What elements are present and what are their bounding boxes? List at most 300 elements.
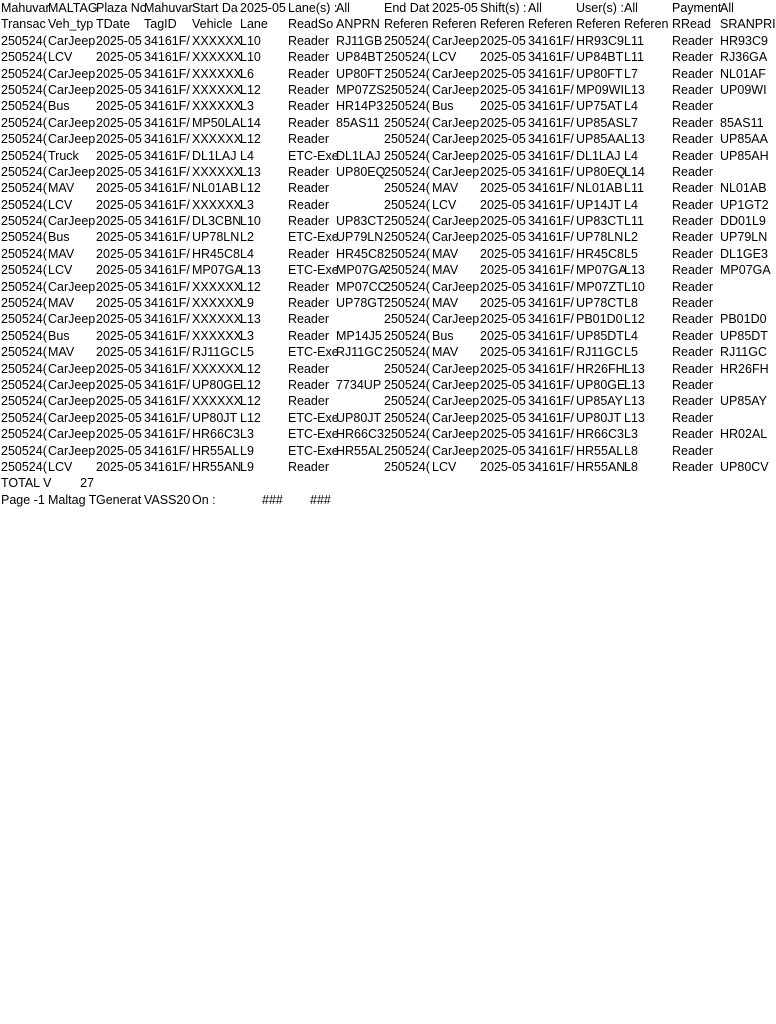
cell[interactable]: LCV [48, 50, 73, 65]
cell[interactable]: MAV [48, 296, 75, 311]
cell[interactable]: MAV [48, 181, 75, 196]
cell[interactable]: HR66C3 [576, 427, 624, 442]
cell[interactable]: ETC-Exe [288, 148, 339, 163]
cell[interactable]: L13 [624, 132, 645, 147]
cell[interactable]: Reader [288, 377, 329, 392]
cell[interactable]: Referen [480, 17, 525, 32]
cell[interactable]: Referen [624, 17, 669, 32]
cell[interactable]: UP80EQ [576, 164, 626, 179]
cell[interactable]: UP84BT [576, 50, 624, 65]
cell[interactable]: 2025-05 [96, 443, 142, 458]
cell[interactable]: 34161F/ [144, 296, 190, 311]
cell[interactable]: 34161F/ [144, 361, 190, 376]
cell[interactable]: HR26FH [576, 361, 625, 376]
cell[interactable]: Reader [288, 312, 329, 327]
cell[interactable]: UP14JT [576, 197, 622, 212]
cell[interactable]: Reader [288, 82, 329, 97]
cell[interactable]: UP85AY [720, 394, 768, 409]
cell[interactable]: CarJeep [48, 214, 96, 229]
cell[interactable]: L4 [624, 148, 638, 163]
cell[interactable]: 2025-05 [480, 246, 526, 261]
cell[interactable]: CarJeep [48, 82, 96, 97]
cell[interactable]: MAV [432, 263, 459, 278]
cell[interactable]: Vehicle [192, 17, 233, 32]
cell[interactable]: 34161F/ [528, 115, 574, 130]
cell[interactable]: L6 [240, 66, 254, 81]
cell[interactable]: Bus [48, 328, 70, 343]
cell[interactable]: L10 [240, 33, 261, 48]
cell[interactable]: RJ11GC [576, 345, 624, 360]
total-label[interactable]: TOTAL V [1, 476, 52, 491]
cell[interactable]: 250524( [1, 459, 47, 474]
cell[interactable]: DD01L9 [720, 214, 766, 229]
cell[interactable]: UP78LN [192, 230, 240, 245]
cell[interactable]: RRead [672, 17, 711, 32]
cell[interactable]: 34161F/ [528, 427, 574, 442]
cell[interactable]: CarJeep [432, 410, 480, 425]
cell[interactable]: 2025-05 [96, 66, 142, 81]
cell[interactable]: ReadSo [288, 17, 334, 32]
cell[interactable]: MAV [432, 246, 459, 261]
cell[interactable]: 34161F/ [144, 459, 190, 474]
cell[interactable]: 250524( [384, 82, 430, 97]
cell[interactable]: Reader [672, 82, 713, 97]
cell[interactable]: 2025-05 [96, 394, 142, 409]
cell[interactable]: L12 [240, 132, 261, 147]
cell[interactable]: 2025-05 [96, 50, 142, 65]
cell[interactable]: L3 [240, 197, 254, 212]
cell[interactable]: ETC-Exe [288, 263, 339, 278]
cell[interactable]: UP83CT [336, 214, 384, 229]
cell[interactable]: L13 [240, 263, 261, 278]
cell[interactable]: 2025-05 [480, 197, 526, 212]
cell[interactable]: 2025-05 [96, 214, 142, 229]
cell[interactable]: 250524( [1, 99, 47, 114]
cell[interactable]: L8 [624, 459, 638, 474]
cell[interactable]: HR93C9 [720, 33, 768, 48]
cell[interactable]: 250524( [1, 50, 47, 65]
cell[interactable] [720, 443, 768, 459]
cell[interactable]: DL1GE3 [720, 246, 768, 261]
cell[interactable]: CarJeep [432, 132, 480, 147]
cell[interactable]: 2025-05 [432, 1, 478, 15]
cell[interactable]: XXXXXX [192, 279, 243, 294]
cell[interactable]: 34161F/ [528, 148, 574, 163]
cell[interactable]: DL1LAJ [192, 148, 237, 163]
cell[interactable]: 34161F/ [144, 246, 190, 261]
cell[interactable]: 2025-05 [480, 394, 526, 409]
cell[interactable]: HR45C8 [336, 246, 384, 261]
cell[interactable]: UP83CT [576, 214, 624, 229]
cell[interactable]: Reader [288, 459, 329, 474]
cell[interactable]: 34161F/ [528, 328, 574, 343]
cell[interactable]: LCV [432, 197, 457, 212]
cell[interactable]: 34161F/ [528, 410, 574, 425]
footer-cell[interactable]: ### [262, 492, 283, 507]
cell[interactable]: 250524( [384, 33, 430, 48]
total-value[interactable]: 27 [80, 476, 94, 491]
cell[interactable]: 34161F/ [144, 443, 190, 458]
cell[interactable]: Reader [672, 230, 713, 245]
cell[interactable]: Reader [672, 50, 713, 65]
cell[interactable]: L11 [624, 181, 644, 196]
cell[interactable]: 250524( [384, 312, 430, 327]
cell[interactable]: Reader [672, 279, 713, 294]
cell[interactable]: 34161F/ [144, 345, 190, 360]
cell[interactable]: Reader [672, 246, 713, 261]
cell[interactable]: HR14P3 [336, 99, 384, 114]
cell[interactable]: 34161F/ [528, 312, 574, 327]
cell[interactable]: UP75AT [576, 99, 623, 114]
cell[interactable]: Reader [288, 115, 329, 130]
cell[interactable]: Reader [672, 148, 713, 163]
cell[interactable]: ETC-Exe [288, 345, 339, 360]
cell[interactable]: L13 [624, 263, 645, 278]
cell[interactable]: 34161F/ [144, 230, 190, 245]
cell[interactable]: 250524( [384, 410, 430, 425]
cell[interactable]: ETC-Exe [288, 443, 339, 458]
cell[interactable]: End Dat [384, 1, 430, 15]
cell[interactable]: CarJeep [48, 279, 96, 294]
cell[interactable]: L9 [240, 459, 254, 474]
cell[interactable]: L13 [624, 361, 645, 376]
cell[interactable] [336, 131, 384, 147]
cell[interactable]: XXXXXX [192, 361, 243, 376]
cell[interactable]: 250524( [384, 197, 430, 212]
cell[interactable]: MAV [48, 246, 75, 261]
cell[interactable]: 2025-05 [96, 82, 142, 97]
cell[interactable]: TagID [144, 17, 177, 32]
cell[interactable]: 34161F/ [528, 443, 574, 458]
cell[interactable]: CarJeep [48, 66, 96, 81]
cell[interactable]: UP78CT [576, 296, 624, 311]
cell[interactable]: L12 [240, 82, 261, 97]
cell[interactable]: MAV [432, 296, 459, 311]
cell[interactable]: XXXXXX [192, 99, 243, 114]
cell[interactable]: L7 [624, 115, 638, 130]
cell[interactable]: 2025-05 [480, 132, 526, 147]
cell[interactable]: 34161F/ [144, 377, 190, 392]
cell[interactable]: Referen [528, 17, 573, 32]
cell[interactable]: DL3CBN [192, 214, 242, 229]
cell[interactable]: 34161F/ [144, 197, 190, 212]
cell[interactable]: Reader [288, 214, 329, 229]
cell[interactable]: Mahuvar [1, 1, 50, 15]
cell[interactable]: All [528, 1, 542, 15]
cell[interactable]: 34161F/ [528, 181, 574, 196]
cell[interactable]: Reader [672, 164, 713, 179]
cell[interactable] [720, 377, 768, 393]
cell[interactable]: 34161F/ [528, 361, 574, 376]
cell[interactable]: L11 [624, 50, 644, 65]
cell[interactable]: Reader [288, 246, 329, 261]
cell[interactable]: XXXXXX [192, 197, 243, 212]
cell[interactable]: 250524( [1, 132, 47, 147]
cell[interactable]: XXXXXX [192, 164, 243, 179]
cell[interactable]: 2025-05 [96, 132, 142, 147]
cell[interactable]: Reader [288, 279, 329, 294]
cell[interactable]: 34161F/ [144, 328, 190, 343]
cell[interactable]: CarJeep [432, 214, 480, 229]
cell[interactable]: UP80FT [576, 66, 623, 81]
cell[interactable]: L13 [240, 312, 261, 327]
cell[interactable]: XXXXXX [192, 50, 243, 65]
cell[interactable]: UP85AH [720, 148, 769, 163]
cell[interactable]: User(s) : [576, 1, 624, 15]
cell[interactable]: MAV [432, 345, 459, 360]
cell[interactable]: 2025-05 [96, 345, 142, 360]
cell[interactable]: 34161F/ [144, 66, 190, 81]
cell[interactable]: 34161F/ [528, 214, 574, 229]
cell[interactable]: ETC-Exe [288, 427, 339, 442]
cell[interactable]: UP80EQ [336, 164, 386, 179]
cell[interactable]: CarJeep [432, 115, 480, 130]
cell[interactable]: UP85AY [576, 394, 624, 409]
cell[interactable]: UP79LN [336, 230, 384, 245]
cell[interactable]: 34161F/ [144, 33, 190, 48]
cell[interactable]: 34161F/ [528, 345, 574, 360]
cell[interactable]: HR93C9 [576, 33, 624, 48]
cell[interactable]: 34161F/ [144, 410, 190, 425]
cell[interactable]: 2025-05 [480, 214, 526, 229]
cell[interactable]: HR66C3 [192, 427, 240, 442]
cell[interactable]: 250524( [384, 443, 430, 458]
cell[interactable]: All [624, 1, 638, 15]
cell[interactable]: UP78LN [576, 230, 624, 245]
cell[interactable]: XXXXXX [192, 132, 243, 147]
cell[interactable]: Plaza No [96, 1, 147, 15]
cell[interactable]: Reader [672, 410, 713, 425]
cell[interactable]: 250524( [1, 66, 47, 81]
cell[interactable]: Reader [288, 197, 329, 212]
cell[interactable]: 2025-05 [96, 263, 142, 278]
cell[interactable]: 34161F/ [144, 99, 190, 114]
cell[interactable]: Reader [288, 296, 329, 311]
cell[interactable]: NL01AF [720, 66, 766, 81]
cell[interactable]: TDate [96, 17, 131, 32]
cell[interactable]: HR45C8 [192, 246, 240, 261]
cell[interactable]: Reader [288, 33, 329, 48]
cell[interactable]: 2025-05 [480, 427, 526, 442]
cell[interactable]: Reader [288, 328, 329, 343]
cell[interactable]: HR45C8 [576, 246, 624, 261]
cell[interactable]: ANPRN [336, 17, 380, 32]
cell[interactable]: Reader [672, 459, 713, 474]
cell[interactable]: LCV [432, 50, 457, 65]
cell[interactable]: 250524( [384, 230, 430, 245]
cell[interactable]: L4 [624, 197, 638, 212]
cell[interactable]: 34161F/ [144, 263, 190, 278]
cell[interactable]: 34161F/ [528, 132, 574, 147]
cell[interactable]: Reader [288, 99, 329, 114]
cell[interactable]: Reader [288, 50, 329, 65]
footer-cell[interactable]: Generat [96, 492, 142, 507]
cell[interactable]: 250524( [1, 246, 47, 261]
cell[interactable]: ETC-Exe [288, 230, 339, 245]
cell[interactable]: L10 [240, 214, 261, 229]
cell[interactable]: UP80JT [336, 410, 382, 425]
cell[interactable]: 34161F/ [144, 148, 190, 163]
cell[interactable]: MP07GA [192, 263, 243, 278]
cell[interactable]: 2025-05 [240, 1, 286, 15]
cell[interactable]: L3 [240, 99, 254, 114]
cell[interactable]: 34161F/ [144, 181, 190, 196]
cell[interactable]: 34161F/ [528, 197, 574, 212]
cell[interactable]: CarJeep [48, 410, 96, 425]
cell[interactable]: 2025-05 [96, 33, 142, 48]
cell[interactable]: RJ11GC [336, 345, 384, 360]
cell[interactable]: 85AS11 [720, 115, 764, 130]
cell[interactable]: CarJeep [48, 312, 96, 327]
cell[interactable] [336, 361, 384, 377]
cell[interactable]: 250524( [384, 181, 430, 196]
cell[interactable] [336, 459, 384, 475]
cell[interactable]: 250524( [384, 361, 430, 376]
cell[interactable]: L14 [624, 164, 645, 179]
cell[interactable]: Reader [672, 394, 713, 409]
cell[interactable]: Reader [672, 181, 713, 196]
cell[interactable]: CarJeep [432, 33, 480, 48]
cell[interactable]: MP07ZT [576, 279, 624, 294]
cell[interactable]: L12 [240, 181, 261, 196]
cell[interactable]: Lane [240, 17, 268, 32]
cell[interactable]: SRANPRI [720, 17, 776, 32]
cell[interactable]: MAV [432, 181, 459, 196]
cell[interactable]: Shift(s) : [480, 1, 527, 15]
cell[interactable]: CarJeep [48, 443, 96, 458]
cell[interactable]: 34161F/ [528, 99, 574, 114]
cell[interactable]: L13 [240, 164, 261, 179]
cell[interactable]: CarJeep [432, 427, 480, 442]
cell[interactable] [336, 311, 384, 327]
cell[interactable]: MP14J5 [336, 328, 382, 343]
cell[interactable]: 2025-05 [480, 328, 526, 343]
cell[interactable]: HR26FH [720, 361, 769, 376]
cell[interactable]: 250524( [384, 394, 430, 409]
cell[interactable]: 34161F/ [144, 82, 190, 97]
cell[interactable]: L12 [240, 410, 261, 425]
cell[interactable]: LCV [48, 263, 73, 278]
cell[interactable]: 250524( [384, 377, 430, 392]
cell[interactable]: UP80GE [576, 377, 626, 392]
cell[interactable]: 2025-05 [96, 427, 142, 442]
cell[interactable]: 250524( [384, 427, 430, 442]
cell[interactable]: HR66C3 [336, 427, 384, 442]
cell[interactable]: MP07GA [576, 263, 627, 278]
cell[interactable]: 2025-05 [480, 361, 526, 376]
cell[interactable]: CarJeep [432, 377, 480, 392]
cell[interactable]: Transac [1, 17, 46, 32]
cell[interactable]: Reader [288, 361, 329, 376]
cell[interactable]: 2025-05 [96, 459, 142, 474]
cell[interactable]: 2025-05 [96, 328, 142, 343]
cell[interactable]: L3 [240, 427, 254, 442]
cell[interactable]: 34161F/ [528, 279, 574, 294]
cell[interactable]: LCV [48, 459, 73, 474]
cell[interactable]: CarJeep [432, 443, 480, 458]
cell[interactable]: Lane(s) : [288, 1, 338, 15]
cell[interactable]: 34161F/ [528, 296, 574, 311]
cell[interactable]: 34161F/ [144, 115, 190, 130]
cell[interactable]: UP80JT [576, 410, 622, 425]
cell[interactable]: 34161F/ [144, 214, 190, 229]
cell[interactable]: 250524( [1, 33, 47, 48]
cell[interactable]: 250524( [1, 361, 47, 376]
cell[interactable]: 250524( [1, 263, 47, 278]
cell[interactable]: CarJeep [432, 361, 480, 376]
cell[interactable]: Bus [432, 99, 454, 114]
cell[interactable]: CarJeep [432, 312, 480, 327]
cell[interactable]: 2025-05 [96, 246, 142, 261]
cell[interactable]: UP09WI [720, 82, 767, 97]
cell[interactable]: UP85DT [720, 328, 768, 343]
cell[interactable]: Bus [48, 99, 70, 114]
cell[interactable]: 2025-05 [480, 33, 526, 48]
cell[interactable]: 2025-05 [96, 296, 142, 311]
cell[interactable]: Reader [288, 66, 329, 81]
cell[interactable]: 2025-05 [480, 115, 526, 130]
cell[interactable] [336, 393, 384, 409]
cell[interactable]: 34161F/ [528, 50, 574, 65]
cell[interactable]: 34161F/ [528, 263, 574, 278]
cell[interactable]: 2025-05 [480, 181, 526, 196]
cell[interactable] [336, 197, 384, 213]
cell[interactable]: 250524( [1, 230, 47, 245]
cell[interactable]: 250524( [384, 132, 430, 147]
cell[interactable]: Reader [672, 33, 713, 48]
cell[interactable]: 34161F/ [144, 312, 190, 327]
cell[interactable]: 250524( [1, 164, 47, 179]
cell[interactable]: L10 [624, 279, 645, 294]
cell[interactable]: Reader [672, 361, 713, 376]
cell[interactable]: 34161F/ [144, 279, 190, 294]
cell[interactable]: MAV [48, 345, 75, 360]
cell[interactable]: Referen [576, 17, 621, 32]
cell[interactable]: 34161F/ [528, 459, 574, 474]
cell[interactable]: L5 [624, 345, 638, 360]
cell[interactable]: NL01AB [720, 181, 767, 196]
footer-cell[interactable]: Page -1 [1, 492, 45, 507]
cell[interactable]: L5 [240, 345, 254, 360]
cell[interactable]: UP79LN [720, 230, 768, 245]
cell[interactable]: 2025-05 [96, 312, 142, 327]
cell[interactable]: 250524( [1, 377, 47, 392]
cell[interactable]: UP80JT [192, 410, 238, 425]
cell[interactable]: Referen [384, 17, 429, 32]
cell[interactable]: L2 [240, 230, 254, 245]
cell[interactable]: Reader [672, 263, 713, 278]
cell[interactable]: 34161F/ [144, 164, 190, 179]
cell[interactable]: L4 [624, 99, 638, 114]
cell[interactable]: L4 [624, 328, 638, 343]
cell[interactable]: 2025-05 [480, 312, 526, 327]
cell[interactable]: 250524( [1, 181, 47, 196]
cell[interactable]: L13 [624, 394, 645, 409]
cell[interactable]: 2025-05 [480, 443, 526, 458]
cell[interactable]: L12 [240, 394, 261, 409]
cell[interactable]: Reader [672, 427, 713, 442]
cell[interactable]: NL01AB [192, 181, 239, 196]
cell[interactable]: Reader [672, 214, 713, 229]
cell[interactable] [720, 279, 768, 295]
cell[interactable]: 34161F/ [528, 230, 574, 245]
cell[interactable]: 250524( [384, 263, 430, 278]
cell[interactable]: 2025-05 [480, 164, 526, 179]
cell[interactable]: L12 [624, 312, 645, 327]
cell[interactable]: XXXXXX [192, 33, 243, 48]
cell[interactable]: CarJeep [48, 132, 96, 147]
cell[interactable]: Payment [672, 1, 722, 15]
